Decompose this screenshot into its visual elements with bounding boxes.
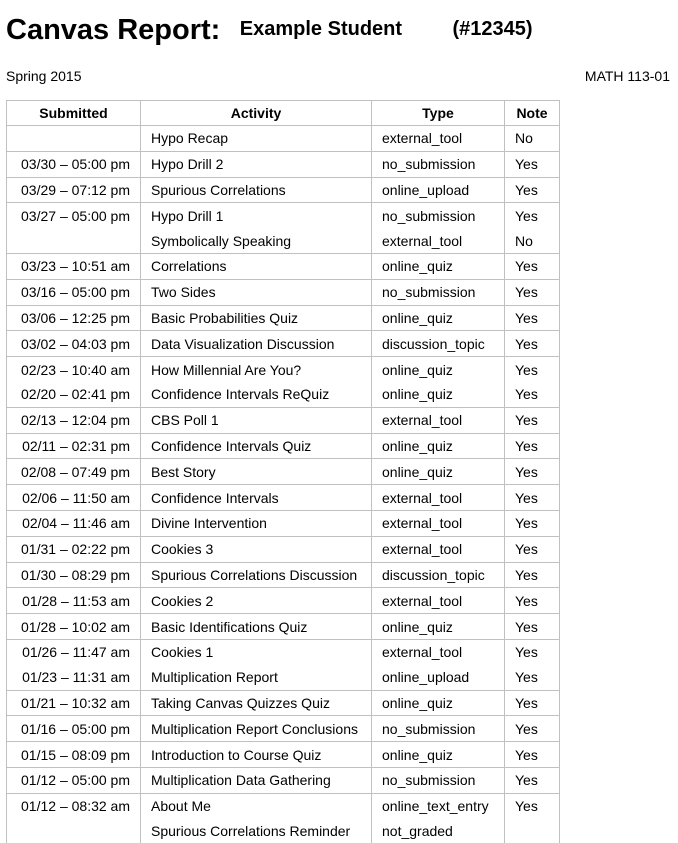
student-id: (#12345) [452,18,533,40]
table-row [7,665,560,690]
cell-submitted: 01/16 – 05:00 pm [7,716,141,742]
cell-submitted: 01/28 – 11:53 am [7,588,141,614]
cell-type: online_quiz [372,253,505,279]
cell-activity: CBS Poll 1 [141,407,372,433]
cell-activity: Hypo Drill 2 [141,151,372,177]
table-row [7,562,560,588]
table-row [7,690,560,716]
table-row [7,536,560,562]
table-row [7,382,560,407]
cell-type: online_quiz [372,459,505,485]
table-row [7,716,560,742]
cell-submitted: 03/06 – 12:25 pm [7,305,141,331]
column-header-type: Type [372,101,505,126]
cell-note: Yes [505,433,560,459]
table-row [7,793,560,818]
cell-note: Yes [505,357,560,382]
cell-note: Yes [505,716,560,742]
cell-activity: Symbolically Speaking [141,228,372,253]
cell-submitted: 03/27 – 05:00 pm [7,203,141,228]
cell-submitted: 02/20 – 02:41 pm [7,382,141,407]
cell-submitted: 01/12 – 05:00 pm [7,767,141,793]
cell-type: online_quiz [372,305,505,331]
cell-note: Yes [505,614,560,640]
cell-activity: Multiplication Report [141,665,372,690]
cell-type: online_text_entry [372,793,505,818]
cell-type: discussion_topic [372,562,505,588]
cell-note: Yes [505,459,560,485]
cell-submitted: 02/11 – 02:31 pm [7,433,141,459]
cell-activity: Data Visualization Discussion [141,331,372,357]
table-row [7,639,560,664]
cell-activity: Cookies 3 [141,536,372,562]
cell-type: discussion_topic [372,331,505,357]
cell-note: Yes [505,510,560,536]
report-header [6,14,533,47]
cell-activity: Cookies 1 [141,639,372,664]
cell-activity: Confidence Intervals [141,485,372,511]
semester-label: Spring 2015 [6,68,82,84]
cell-activity: Cookies 2 [141,588,372,614]
cell-activity: Introduction to Course Quiz [141,742,372,768]
cell-submitted: 01/12 – 08:32 am [7,793,141,818]
column-header-submitted: Submitted [7,101,141,126]
table-row [7,305,560,331]
cell-submitted: 01/30 – 08:29 pm [7,562,141,588]
cell-submitted [7,819,141,843]
cell-submitted: 03/02 – 04:03 pm [7,331,141,357]
cell-note: Yes [505,407,560,433]
cell-activity: Hypo Drill 1 [141,203,372,228]
column-header-note: Note [505,101,560,126]
cell-activity: Confidence Intervals ReQuiz [141,382,372,407]
cell-note: Yes [505,793,560,818]
cell-type: external_tool [372,407,505,433]
table-row [7,433,560,459]
cell-submitted: 01/26 – 11:47 am [7,639,141,664]
cell-activity: Spurious Correlations Discussion [141,562,372,588]
cell-type: online_quiz [372,382,505,407]
cell-type: external_tool [372,536,505,562]
cell-note [505,819,560,843]
cell-submitted: 01/28 – 10:02 am [7,614,141,640]
cell-note: Yes [505,177,560,203]
table-row [7,177,560,203]
cell-type: external_tool [372,639,505,664]
cell-note: Yes [505,639,560,664]
cell-type: online_quiz [372,690,505,716]
table-row [7,407,560,433]
cell-type: no_submission [372,716,505,742]
cell-activity: Hypo Recap [141,126,372,152]
cell-submitted: 02/06 – 11:50 am [7,485,141,511]
table-row [7,228,560,253]
cell-note: No [505,228,560,253]
cell-submitted: 01/23 – 11:31 am [7,665,141,690]
cell-type: no_submission [372,151,505,177]
activity-table [6,100,560,843]
table-row [7,126,560,152]
cell-activity: Spurious Correlations [141,177,372,203]
table-row [7,253,560,279]
course-label: MATH 113-01 [584,68,670,84]
cell-activity: Multiplication Report Conclusions [141,716,372,742]
cell-activity: About Me [141,793,372,818]
cell-type: no_submission [372,279,505,305]
cell-submitted [7,228,141,253]
cell-activity: How Millennial Are You? [141,357,372,382]
cell-note: Yes [505,151,560,177]
cell-activity: Taking Canvas Quizzes Quiz [141,690,372,716]
table-row [7,742,560,768]
cell-submitted: 01/31 – 02:22 pm [7,536,141,562]
cell-note: Yes [505,305,560,331]
cell-note: Yes [505,562,560,588]
cell-type: not_graded [372,819,505,843]
table-row [7,279,560,305]
cell-type: online_quiz [372,357,505,382]
column-header-activity: Activity [141,101,372,126]
cell-type: online_upload [372,177,505,203]
cell-activity: Multiplication Data Gathering [141,767,372,793]
cell-submitted: 01/21 – 10:32 am [7,690,141,716]
cell-activity: Correlations [141,253,372,279]
cell-note: Yes [505,203,560,228]
cell-type: no_submission [372,203,505,228]
cell-type: online_upload [372,665,505,690]
cell-note: Yes [505,588,560,614]
cell-submitted [7,126,141,152]
cell-type: online_quiz [372,433,505,459]
table-row [7,331,560,357]
cell-activity: Confidence Intervals Quiz [141,433,372,459]
table-row [7,588,560,614]
cell-type: external_tool [372,485,505,511]
table-row [7,614,560,640]
cell-activity: Basic Identifications Quiz [141,614,372,640]
table-row [7,459,560,485]
cell-activity: Two Sides [141,279,372,305]
cell-submitted: 03/16 – 05:00 pm [7,279,141,305]
cell-submitted: 02/13 – 12:04 pm [7,407,141,433]
cell-submitted: 02/08 – 07:49 pm [7,459,141,485]
table-row [7,819,560,843]
cell-submitted: 03/23 – 10:51 am [7,253,141,279]
cell-note: Yes [505,253,560,279]
cell-type: external_tool [372,228,505,253]
table-header-row [7,101,560,126]
cell-activity: Divine Intervention [141,510,372,536]
cell-activity: Best Story [141,459,372,485]
cell-submitted: 02/04 – 11:46 am [7,510,141,536]
table-row [7,510,560,536]
cell-note: No [505,126,560,152]
cell-type: online_quiz [372,614,505,640]
cell-type: external_tool [372,588,505,614]
table-row [7,357,560,382]
cell-note: Yes [505,382,560,407]
cell-note: Yes [505,536,560,562]
student-name: Example Student [239,18,403,40]
report-title: Canvas Report: [6,14,221,46]
cell-type: external_tool [372,126,505,152]
cell-note: Yes [505,767,560,793]
cell-submitted: 03/30 – 05:00 pm [7,151,141,177]
cell-submitted: 03/29 – 07:12 pm [7,177,141,203]
cell-note: Yes [505,742,560,768]
table-row [7,485,560,511]
cell-submitted: 02/23 – 10:40 am [7,357,141,382]
cell-activity: Spurious Correlations Reminder [141,819,372,843]
cell-activity: Basic Probabilities Quiz [141,305,372,331]
cell-note: Yes [505,485,560,511]
table-row [7,203,560,228]
cell-note: Yes [505,690,560,716]
cell-note: Yes [505,331,560,357]
cell-submitted: 01/15 – 08:09 pm [7,742,141,768]
cell-note: Yes [505,665,560,690]
cell-type: external_tool [372,510,505,536]
table-row [7,767,560,793]
cell-note: Yes [505,279,560,305]
cell-type: no_submission [372,767,505,793]
table-row [7,151,560,177]
cell-type: online_quiz [372,742,505,768]
